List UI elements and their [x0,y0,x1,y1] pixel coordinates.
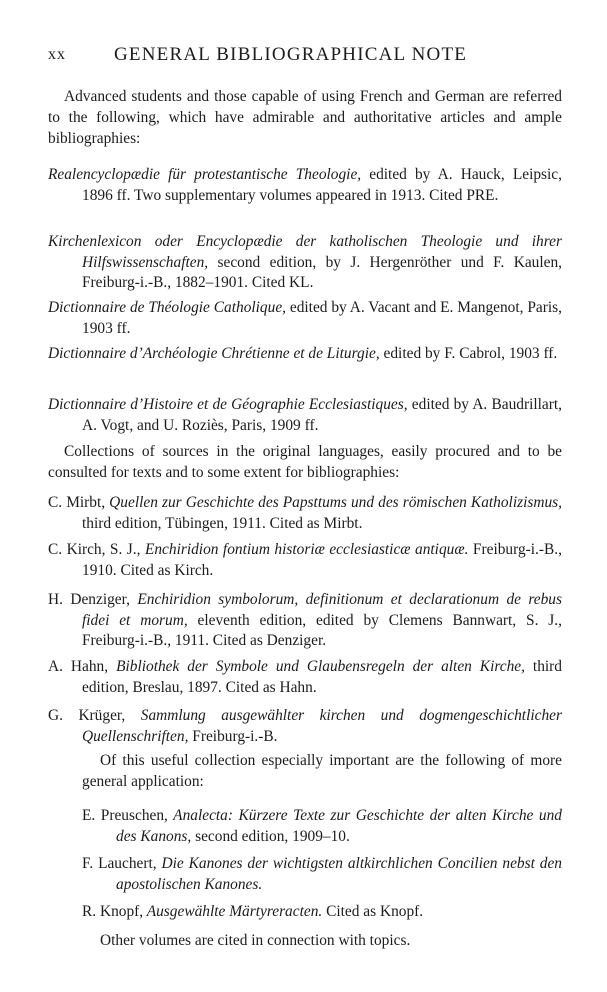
entry-details: Freiburg-i.-B., 1910. Cited as Kirch. [82,541,562,579]
volume-entry [82,806,562,847]
entry-title: Kirchenlexicon oder Encyclopædie der katholischen Theologie und ihrer Hilfswissenschaften, [48,233,562,271]
entry-title: Ausgewählte Märtyreracten. [143,903,323,920]
sources-intro-paragraph: Collections of sources in the original languages, easily procured and to be consulted for texts and to some extent for bibliographies: [48,443,562,481]
volume-entry [82,902,562,923]
entry-details: Freiburg-i.-B. [188,727,278,745]
entry-author: C. Mirbt, [48,494,106,511]
entry-title: Dictionnaire d’Histoire et de Géographie Ecclesiastiques, [48,396,408,413]
entry-details: third edition, Tübingen, 1911. Cited as Mirbt. [82,514,363,532]
reference-entry [48,298,562,339]
entry-author: G. Krüger, [48,707,126,724]
intro-paragraph: Advanced students and those capable of using French and German are referred to the following, which have admirable and authoritative articles and ample bibliographies: [48,88,562,147]
page-number: xx [48,46,66,63]
entry-details: edited by A. Hauck, Leipsic, 1896 ff. Two supplementary volumes appeared in 1913. Cited PRE. [82,166,562,204]
page-title: GENERAL BIBLIOGRAPHICAL NOTE [114,44,468,65]
source-entry [48,540,562,581]
entry-title: Enchiridion fontium historiæ ecclesiasticæ antiquæ. [140,541,469,558]
entry-title: Die Kanones der wichtigsten altkirchlichen Concilien nebst den apostolischen Kanones. [116,855,563,893]
entry-title: Sammlung ausgewählter kirchen und dogmengeschichtlicher Quellenschriften, [82,707,562,745]
entry-author: E. Preuschen, [82,807,168,824]
entry-author: H. Denziger, [48,591,130,608]
source-entry [48,657,562,698]
entry-author: R. Knopf, [82,903,144,920]
entry-details: third edition, Breslau, 1897. Cited as Hahn. [82,658,562,696]
entry-title: Quellen zur Geschichte des Papsttums und des römischen Katholizismus, [105,494,563,511]
volume-entry [82,854,562,895]
source-entry [48,493,562,534]
entry-title: Dictionnaire de Théologie Catholique, [48,299,287,316]
entry-title: Enchiridion symbolorum, definitionum et declarationum de rebus fidei et morum, [82,591,562,629]
entry-details: Cited as Knopf. [322,903,424,920]
entry-title: Analecta: Kürzere Texte zur Geschichte der alten Kirche und des Kanons, [116,807,562,845]
reference-entry [48,232,562,294]
entry-author: F. Lauchert, [82,855,157,872]
source-entry [48,590,562,652]
reference-entry [48,165,562,206]
entry-details: edited by A. Baudrillart, A. Vogt, and U. Roziès, Paris, 1909 ff. [82,396,562,434]
entry-details: edited by F. Cabrol, 1903 ff. [379,345,558,362]
entry-author: C. Kirch, S. J., [48,541,141,558]
closing-paragraph: Other volumes are cited in connection with topics. [100,932,411,949]
running-header [48,44,568,70]
entry-details: edited by A. Vacant and E. Mangenot, Paris, 1903 ff. [82,299,562,337]
reference-entry [48,344,562,365]
entry-details: eleventh edition, edited by Clemens Bannwart, S. J., Freiburg-i.-B., 1911. Cited as Denziger. [82,611,562,649]
entry-title: Realencyclopædie für protestantische Theologie, [48,166,362,183]
entry-title: Dictionnaire d’Archéologie Chrétienne et de Liturgie, [48,345,380,362]
entry-author: A. Hahn, [48,658,109,675]
collection-note-paragraph: Of this useful collection especially important are the following of more general application: [82,752,562,790]
entry-details: second edition, by J. Hergenröther und F. Kaulen, Freiburg-i.-B., 1882–1901. Cited KL. [82,253,562,291]
reference-entry [48,395,562,436]
source-entry [48,706,562,747]
entry-details: second edition, 1909–10. [191,827,350,845]
entry-title: Bibliothek der Symbole und Glaubensregeln der alten Kirche, [108,658,525,675]
